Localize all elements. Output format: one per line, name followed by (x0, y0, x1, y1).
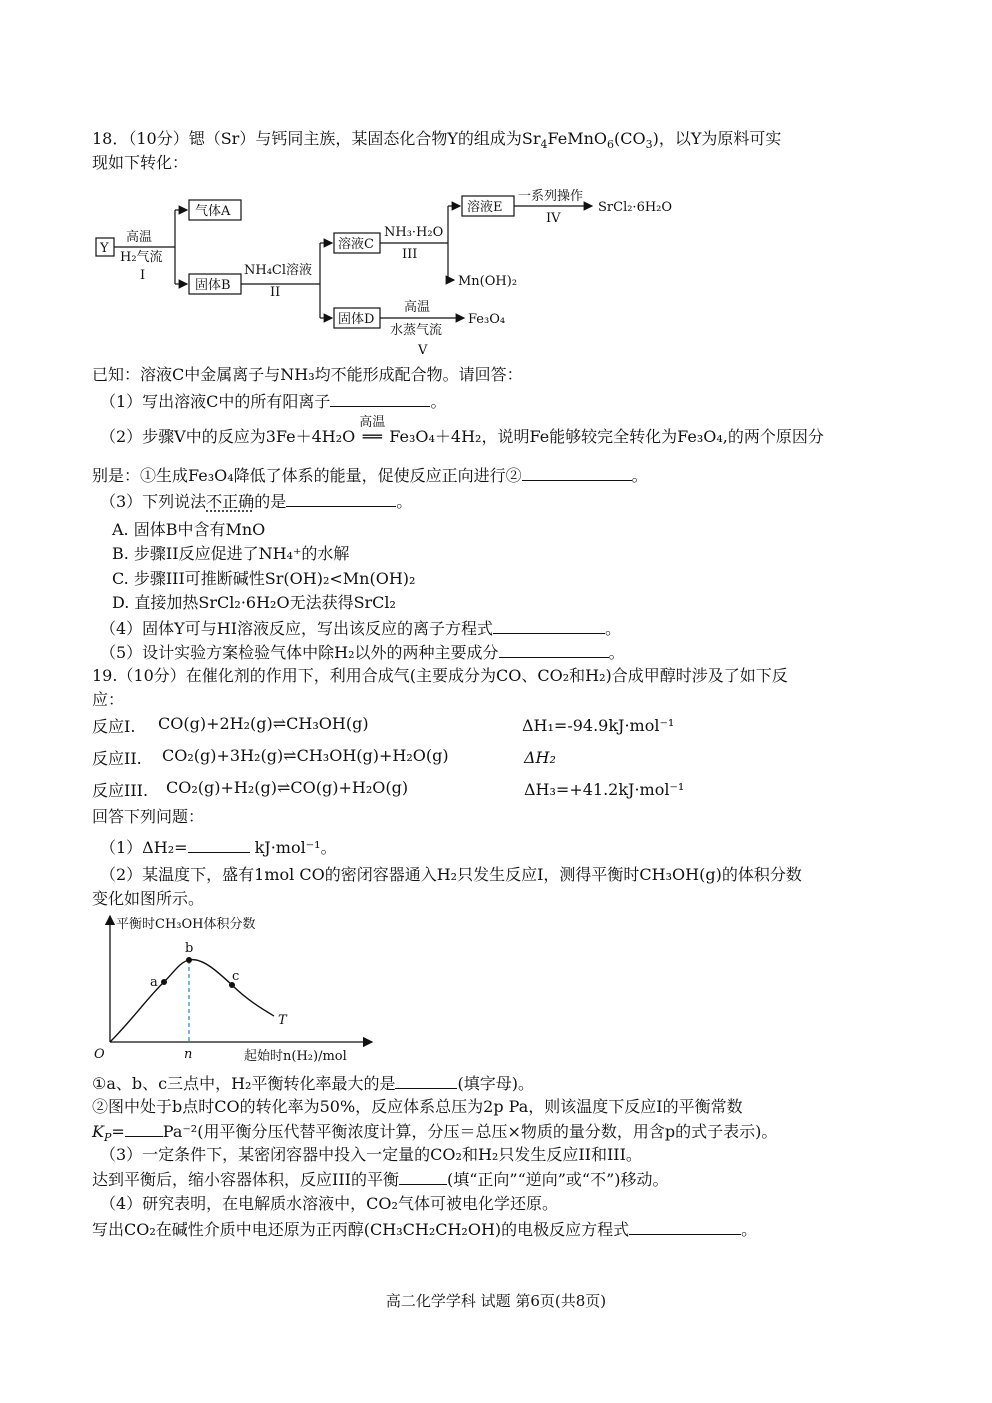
q19-heading-line2: 应： (92, 690, 125, 709)
q18-part2-line1: （2）步骤V中的反应为3Fe＋4H₂O 高温 ══ Fe₃O₄＋4H₂，说明Fe能够较完全转化为Fe₃O₄,的两个原因分 (100, 415, 824, 446)
q18-part5: （5）设计实验方案检验气体中除H₂以外的两种主要成分 。 (100, 643, 625, 662)
answer-blank[interactable] (330, 390, 430, 407)
step1-condition-top: 高温 (126, 230, 153, 245)
page-footer: 高二化学学科 试题 第6页(共8页) (385, 1292, 607, 1310)
q19-part2-line1: （2）某温度下，盛有1mol CO的密闭容器通入H₂只发生反应I，测得平衡时CH₃OH(g)的体积分数 (100, 865, 802, 884)
option-c: C. 步骤III可推断碱性Sr(OH)₂<Mn(OH)₂ (112, 569, 416, 588)
condition-equals: 高温 ══ (359, 415, 386, 446)
q19-heading-line1: 19.（10分）在催化剂的作用下，利用合成气(主要成分为CO、CO₂和H₂)合成甲醇时涉及了如下反 (92, 666, 788, 685)
q19-part3-line2: 达到平衡后，缩小容器体积，反应III的平衡 (填“正向”“逆向”或“不”)移动。 (92, 1170, 669, 1189)
graph-point-b-label: b (185, 941, 194, 956)
q18-part3: （3）下列说法不正确的是 。 (100, 492, 413, 511)
reaction-1-enthalpy: ΔH₁=-94.9kJ·mol⁻¹ (522, 716, 675, 735)
reaction-2-label: 反应II. (92, 749, 142, 768)
step3-condition: NH₃·H₂O (384, 225, 444, 240)
product-mnoh2: Mn(OH)₂ (458, 274, 518, 289)
reaction-3-label: 反应III. (92, 781, 149, 800)
answer-blank[interactable] (629, 1218, 741, 1235)
step1-number: I (140, 268, 146, 283)
step3-number: III (402, 247, 418, 262)
q19-part2-line2: 变化如图所示。 (92, 889, 205, 908)
q19-sub1: ①a、b、c三点中，H₂平衡转化率最大的是 (填字母)。 (92, 1074, 534, 1093)
reaction-3-equation: CO₂(g)+H₂(g)⇌CO(g)+H₂O(g) (166, 778, 409, 797)
graph-point-c-label: c (232, 969, 240, 984)
graph-origin: O (94, 1047, 105, 1062)
q19-sub2-line2: $K_P= Pa^{-2}$(用平衡分压代替平衡浓度计算，分压＝总压×物质的量分数，用含p的式子表示)。 (92, 1122, 778, 1145)
point-b (186, 957, 192, 963)
label-y: Y (100, 241, 109, 256)
graph-ylabel: 平衡时CH₃OH体积分数 (116, 917, 256, 932)
q19-ask: 回答下列问题： (92, 807, 205, 826)
label-solid-d: 固体D (338, 312, 375, 327)
equilibrium-graph (92, 910, 382, 1070)
step2-number: II (270, 285, 281, 300)
product-srcl2: SrCl₂·6H₂O (598, 200, 673, 215)
step5-condition-bottom: 水蒸气流 (390, 323, 443, 338)
graph-n-label: n (184, 1047, 193, 1062)
step5-number: V (418, 343, 428, 358)
answer-blank[interactable] (395, 1072, 457, 1089)
label-solid-b: 固体B (195, 278, 231, 293)
option-d: D. 直接加热SrCl₂·6H₂O无法获得SrCl₂ (112, 593, 396, 612)
step2-condition: NH₄Cl溶液 (244, 263, 313, 278)
product-fe3o4: Fe₃O₄ (468, 312, 506, 327)
q19-part4-line1: （4）研究表明，在电解质水溶液中，CO₂气体可被电化学还原。 (100, 1194, 558, 1213)
emphasis-not-correct: 不正确 (206, 492, 255, 511)
q18-part1: （1）写出溶液C中的所有阳离子 。 (100, 392, 447, 411)
reaction-1-label: 反应I. (92, 717, 136, 736)
q18-known: 已知：溶液C中金属离子与NH₃均不能形成配合物。请回答： (92, 365, 523, 384)
answer-blank[interactable] (493, 617, 605, 634)
graph-curve-label: T (278, 1013, 287, 1028)
q19-part4-line2: 写出CO₂在碱性介质中电还原为正丙醇(CH₃CH₂CH₂OH)的电极反应方程式 。 (92, 1220, 758, 1239)
curve-t (110, 960, 274, 1042)
option-b: B. 步骤II反应促进了NH₄⁺的水解 (112, 544, 350, 563)
q18-heading-line1: 18．（10分）锶（Sr）与钙同主族，某固态化合物Y的组成为$Sr_4FeMnO_6(CO_3)$，以Y为原料可实 (92, 129, 782, 152)
q18-heading-line2: 现如下转化： (92, 153, 189, 172)
reaction-3-enthalpy: ΔH₃=+41.2kJ·mol⁻¹ (524, 780, 685, 799)
answer-blank[interactable] (188, 836, 250, 853)
reaction-1-equation: CO(g)+2H₂(g)⇌CH₃OH(g) (158, 714, 369, 733)
reaction-2-equation: CO₂(g)+3H₂(g)⇌CH₃OH(g)+H₂O(g) (162, 746, 449, 765)
answer-blank[interactable] (399, 1168, 447, 1185)
answer-blank[interactable] (522, 464, 632, 481)
label-solution-c: 溶液C (338, 237, 374, 252)
q18-part4: （4）固体Y可与HI溶液反应，写出该反应的离子方程式 。 (100, 619, 622, 638)
reaction-2-enthalpy: ΔH₂ (524, 748, 556, 767)
option-a: A. 固体B中含有MnO (112, 520, 266, 539)
answer-blank[interactable] (499, 641, 609, 658)
step5-condition-top: 高温 (404, 300, 431, 315)
process-flow-diagram (92, 186, 692, 361)
label-solution-e: 溶液E (467, 200, 503, 215)
step1-condition-bottom: H₂气流 (120, 250, 163, 265)
label-gas-a: 气体A (195, 204, 231, 219)
step4-number: IV (546, 211, 561, 226)
q19-sub2-line1: ②图中处于b点时CO的转化率为50%，反应体系总压为2p Pa，则该温度下反应I的平衡常数 (92, 1097, 743, 1116)
point-a (161, 979, 167, 985)
graph-point-a-label: a (150, 975, 158, 990)
answer-blank[interactable] (125, 1120, 163, 1137)
graph-xlabel: 起始时n(H₂)/mol (244, 1049, 347, 1064)
q19-part3-line1: （3）一定条件下，某密闭容器中投入一定量的CO₂和H₂只发生反应II和III。 (100, 1145, 642, 1164)
step4-condition: 一系列操作 (518, 189, 584, 204)
answer-blank[interactable] (286, 490, 396, 507)
q19-part1: （1）ΔH₂= kJ·mol⁻¹。 (100, 838, 337, 857)
q18-part2-line2: 别是：①生成Fe₃O₄降低了体系的能量，促使反应正向进行② 。 (92, 466, 648, 485)
